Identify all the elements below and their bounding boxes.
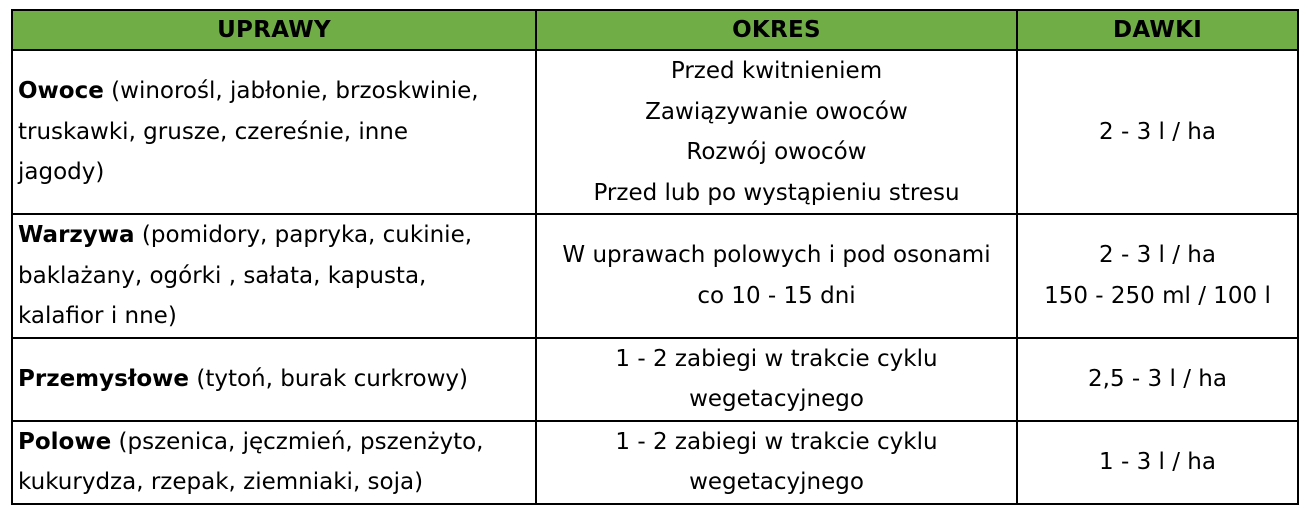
crop-details: (pszenica, jęczmień, pszenżyto, <box>111 428 484 455</box>
period-line: Rozwój owoców <box>686 139 867 165</box>
period-line: Przed kwitnieniem <box>670 58 883 84</box>
dose-line: 2 - 3 l / ha <box>1099 118 1216 145</box>
dose-cell <box>1017 214 1298 338</box>
crop-line <box>18 359 531 400</box>
crop-line: truskawki, grusze, czereśnie, inne <box>18 118 409 145</box>
header-doses: DAWKI <box>1017 10 1298 50</box>
period-line: Przed lub po wystąpieniu stresu <box>593 179 960 206</box>
table-row <box>12 421 1298 504</box>
header-crops: UPRAWY <box>12 10 536 50</box>
dose-cell <box>1017 421 1298 504</box>
period-cell <box>536 214 1017 338</box>
period-line: W uprawach polowych i pod osonami <box>562 242 991 269</box>
crop-cell <box>12 214 536 338</box>
dose-table <box>11 9 1299 505</box>
table-row <box>12 50 1298 214</box>
crop-name: Owoce <box>18 78 104 105</box>
crop-cell <box>12 421 536 504</box>
dose-cell <box>1017 50 1298 214</box>
dose-line: 2,5 - 3 l / ha <box>1088 365 1227 392</box>
table-row <box>12 214 1298 338</box>
period-line: wegetacyjnego <box>689 386 864 412</box>
crop-line: baklażany, ogórki , sałata, kapusta, <box>18 262 427 289</box>
header-period: OKRES <box>536 10 1017 50</box>
table-row <box>12 338 1298 421</box>
dose-line: 2 - 3 l / ha <box>1099 242 1216 269</box>
crop-details: (tytoń, burak curkrowy) <box>189 365 469 392</box>
table-header-row <box>12 10 1298 50</box>
crop-name: Przemysłowe <box>18 365 190 392</box>
dose-line: 1 - 3 l / ha <box>1099 448 1216 475</box>
period-cell <box>536 421 1017 504</box>
crop-name: Polowe <box>18 428 112 455</box>
period-line: 1 - 2 zabiegi w trakcie cyklu <box>615 428 938 455</box>
crop-line <box>18 215 531 256</box>
crop-cell <box>12 338 536 421</box>
crop-line: kukurydza, rzepak, ziemniaki, soja) <box>18 469 424 495</box>
crop-details: (winorośl, jabłonie, brzoskwinie, <box>103 78 479 105</box>
period-line: co 10 - 15 dni <box>697 282 856 309</box>
crop-line <box>18 71 531 112</box>
period-line: wegetacyjnego <box>689 469 864 495</box>
dose-cell <box>1017 338 1298 421</box>
period-cell <box>536 338 1017 421</box>
crop-line: jagody) <box>18 159 105 186</box>
crop-details: (pomidory, papryka, cukinie, <box>134 222 473 248</box>
period-line: 1 - 2 zabiegi w trakcie cyklu <box>615 345 938 372</box>
crop-line: kalafior i nne) <box>18 303 177 329</box>
dose-line: 150 - 250 ml / 100 l <box>1044 282 1271 309</box>
crop-line <box>18 422 531 463</box>
crop-name: Warzywa <box>18 222 135 248</box>
crop-cell <box>12 50 536 214</box>
period-line: Zawiązywanie owoców <box>645 98 908 125</box>
period-cell <box>536 50 1017 214</box>
